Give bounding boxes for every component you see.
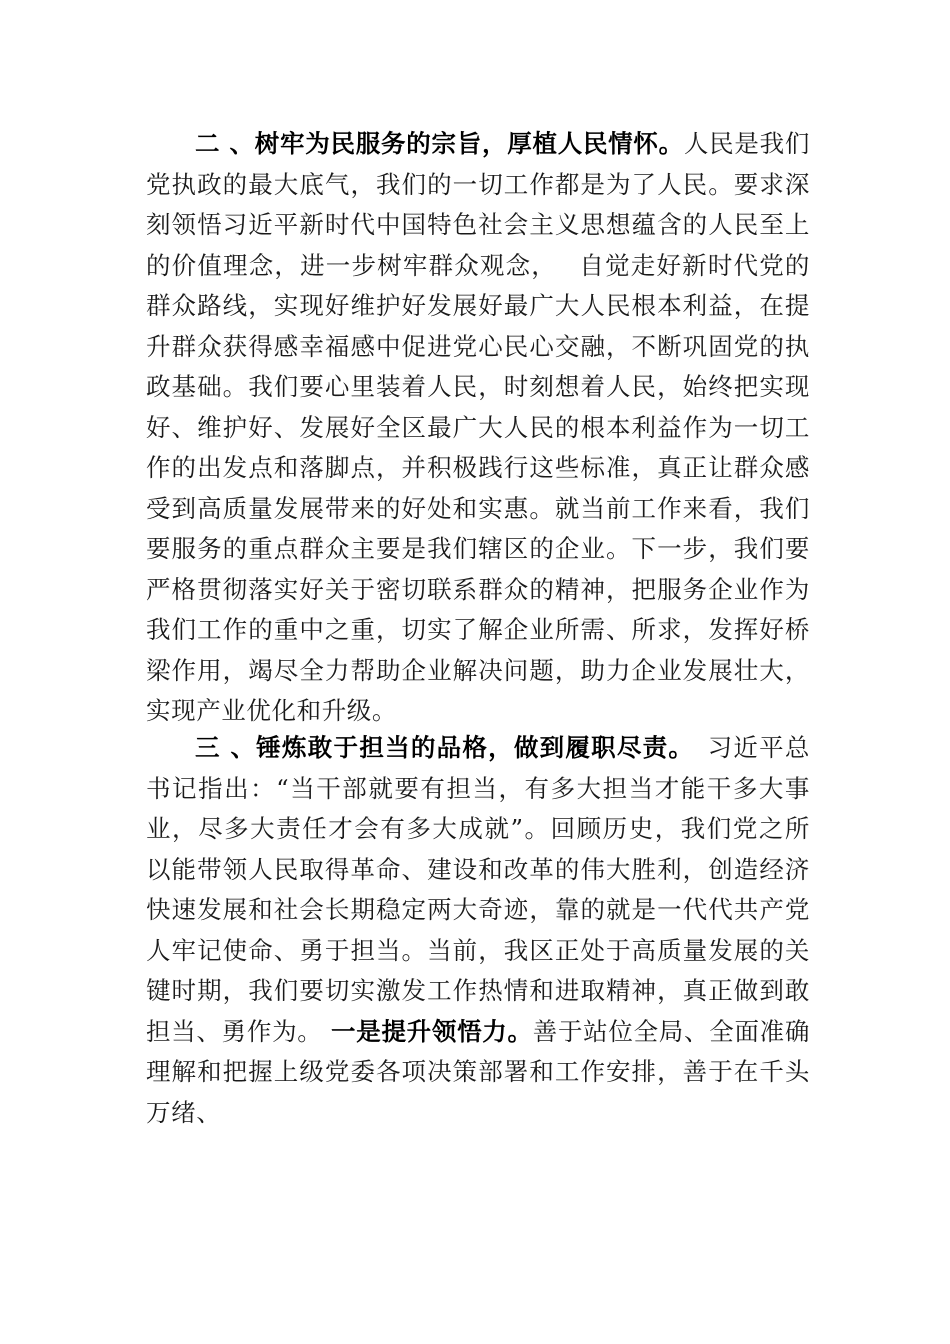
- paragraph: [146, 124, 810, 732]
- section-3-paragraph: [146, 728, 810, 1133]
- paragraph: [146, 728, 810, 1133]
- section-2-heading: 二 、树牢为民服务的宗旨，厚植人民情怀。: [195, 129, 684, 158]
- section-3-body: 习近平总书记指出：“当干部就要有担当，有多大担当才能干多大事业，尽多大责任才会有多大成就”。回顾历史，我们党之所以能带领人民取得革命、建设和改革的伟大胜利，创造经济快速发展和社会长期稳定两大奇迹，靠的就是一代代共产党人牢记使命、勇于担当。当前，我区正处于高质量发展的关键时期，我们要切实激发工作热情和进取精神，真正做到敢担当、勇作为。: [146, 733, 811, 1046]
- section-2-paragraph: [146, 124, 810, 732]
- section-3-heading: 三 、锤炼敢于担当的品格，做到履职尽责。: [195, 733, 682, 762]
- section-3-sub-body: 善于站位全局、全面准确理解和把握上级党委各项决策部署和工作安排，善于在千头万绪、: [146, 1016, 810, 1127]
- section-2-body: 人民是我们党执政的最大底气，我们的一切工作都是为了人民。要求深刻领悟习近平新时代中国特色社会主义思想蕴含的人民至上的价值理念，进一步树牢群众观念， 自觉走好新时代党的群众路线，实现好维护好发展好最广大人民根本利益，在提升群众获得感幸福感中促进党心民心交融，不断巩固党的执政基础。我们要心里装着人民，时刻想着人民，始终把实现好、维护好、发展好全区最广大人民的根本利益作为一切工作的出发点和落脚点，并积极践行这些标准，真正让群众感受到高质量发展带来的好处和实惠。就当前工作来看，我们要服务的重点群众主要是我们辖区的企业。下一步，我们要严格贯彻落实好关于密切联系群众的精神，把服务企业作为我们工作的重中之重，切实了解企业所需、所求，发挥好桥梁作用，竭尽全力帮助企业解决问题，助力企业发展壮大，实现产业优化和升级。: [146, 129, 810, 725]
- section-3-sub-heading: 一是提升领悟力。: [331, 1016, 533, 1046]
